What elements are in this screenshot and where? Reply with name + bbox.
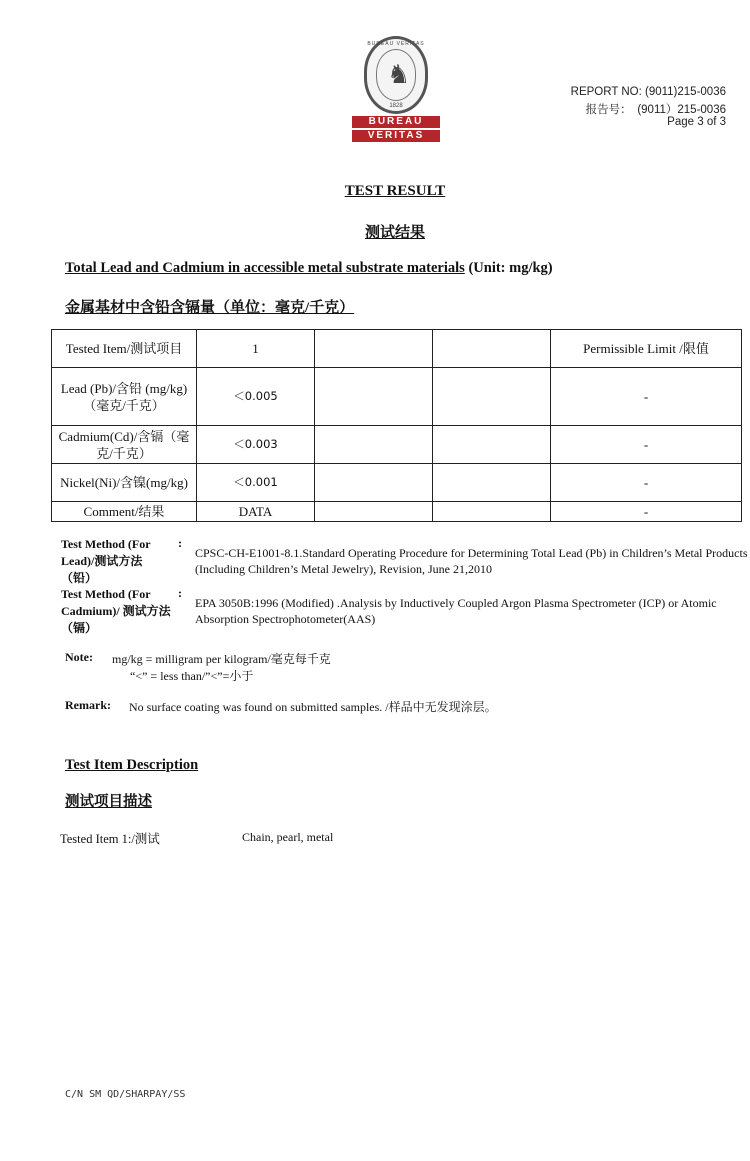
- remark-label: Remark:: [65, 698, 111, 712]
- table-row: [52, 368, 742, 426]
- header-col-1: 1: [197, 330, 315, 368]
- empty-cell: [433, 502, 551, 522]
- header-col-3: [433, 330, 551, 368]
- row-limit-nickel: -: [551, 464, 742, 502]
- empty-cell: [433, 426, 551, 464]
- tested-item-label: Tested Item 1:/测试: [60, 832, 160, 846]
- test-method-lead-text: CPSC-CH-E1001-8.1.Standard Operating Procedure for Determining Total Lead (Pb) in Children’s Metal Products (Including Children’s Metal Jewelry), Revision, June 21,2010: [195, 546, 748, 576]
- row-value-nickel: ＜0.001: [197, 464, 315, 502]
- bureau-veritas-logo: [352, 34, 444, 144]
- logo-seal: [364, 36, 428, 114]
- empty-cell: [433, 464, 551, 502]
- header-tested-item: Tested Item/测试项目: [52, 330, 197, 368]
- row-limit-lead: -: [551, 368, 742, 426]
- table-row: [52, 426, 742, 464]
- row-item-cadmium: Cadmium(Cd)/含镉（毫克/千克）: [52, 426, 197, 464]
- test-method-cadmium-colon: :: [178, 586, 182, 600]
- page-title: TEST RESULT: [344, 183, 446, 199]
- description-heading: Test Item Description: [65, 757, 199, 773]
- test-method-lead-colon: :: [178, 536, 182, 550]
- tested-item-value: Chain, pearl, metal: [242, 830, 334, 844]
- logo-figure-icon: ♞: [387, 60, 411, 90]
- test-method-cadmium-label: Test Method (For Cadmium)/ 测试方法（镉）: [61, 587, 171, 635]
- row-value-cadmium: ＜0.003: [197, 426, 315, 464]
- section-heading-cn: [65, 296, 354, 317]
- section-heading-cn-text: 金属基材中含铅含镉量（单位：毫克/千克）: [65, 300, 355, 316]
- logo-bar-bottom: VERITAS: [352, 130, 440, 142]
- section-heading-text: Total Lead and Cadmium in accessible metal substrate materials: [65, 260, 465, 276]
- row-value-lead: ＜0.005: [197, 368, 315, 426]
- empty-cell: [315, 368, 433, 426]
- test-method-cadmium-text: EPA 3050B:1996 (Modified) .Analysis by Inductively Coupled Argon Plasma Spectrometer (ICP) or Atomic Absorption Spectrophotometer(AAS): [195, 596, 717, 626]
- header-col-2: [315, 330, 433, 368]
- row-item-nickel: Nickel(Ni)/含镍(mg/kg): [52, 464, 197, 502]
- page-title-cn: 测试结果: [364, 225, 425, 241]
- row-limit-comment: -: [551, 502, 742, 522]
- note-line-2: “<” = less than/”<”=小于: [130, 669, 254, 683]
- logo-bar-top: BUREAU: [352, 116, 440, 128]
- description-heading-cn: 测试项目描述: [65, 794, 152, 810]
- row-value-comment: DATA: [197, 502, 315, 522]
- section-heading-unit: (Unit: mg/kg): [464, 260, 553, 276]
- results-table: [51, 329, 742, 522]
- footer-code: C/N SM QD/SHARPAY/SS: [65, 1089, 186, 1100]
- page-number: Page 3 of 3: [667, 116, 726, 128]
- test-method-lead-label: Test Method (For Lead)/测试方法（铅）: [61, 537, 151, 585]
- remark-text: No surface coating was found on submitted samples. /样品中无发现涂层。: [129, 700, 497, 714]
- row-limit-cadmium: -: [551, 426, 742, 464]
- logo-seal-year: 1828: [389, 103, 403, 109]
- table-row: [52, 502, 742, 522]
- empty-cell: [433, 368, 551, 426]
- logo-seal-text: BUREAU VERITAS: [367, 41, 425, 47]
- report-number-cn: 报告号： (9011）215-0036: [585, 104, 726, 116]
- empty-cell: [315, 502, 433, 522]
- header-permissible-limit: Permissible Limit /限值: [551, 330, 742, 368]
- table-header-row: [52, 330, 742, 368]
- row-item-comment: Comment/结果: [52, 502, 197, 522]
- empty-cell: [315, 464, 433, 502]
- note-label: Note:: [65, 650, 93, 664]
- row-item-lead: Lead (Pb)/含铅 (mg/kg) （毫克/千克）: [52, 368, 197, 426]
- note-line-1: mg/kg = milligram per kilogram/毫克每千克: [112, 652, 331, 666]
- report-number: REPORT NO: (9011)215-0036: [570, 86, 726, 98]
- table-row: [52, 464, 742, 502]
- section-heading: [65, 260, 553, 277]
- empty-cell: [315, 426, 433, 464]
